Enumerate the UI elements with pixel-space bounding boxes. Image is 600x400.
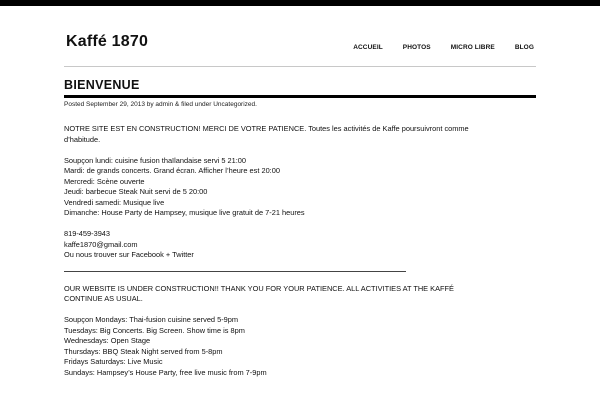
- post-content: [64, 124, 536, 378]
- french-schedule-item: Mercredi: Scène ouverte: [64, 176, 145, 186]
- english-intro-line-1: OUR WEBSITE IS UNDER CONSTRUCTION!! THANK YOU FOR YOUR PATIENCE. ALL ACTIVITIES AT THE KAFFÉ: [64, 283, 454, 293]
- english-schedule-item: Soupçon Mondays: Thai-fusion cuisine served 5-9pm: [64, 315, 239, 324]
- nav-item-micro-libre[interactable]: MICRO LIBRE: [450, 44, 495, 51]
- french-schedule-item: Jeudi: barbecue Steak Nuit servi de 5 20:00: [64, 187, 208, 196]
- title-divider: [64, 95, 536, 98]
- phone-number: 819-459-3943: [64, 229, 111, 238]
- french-schedule-item: Soupçon lundi: cuisine fusion thaïlandaise servi 5 21:00: [64, 155, 247, 165]
- nav-item-accueil[interactable]: ACCUEIL: [353, 44, 383, 51]
- site-title[interactable]: Kaffé 1870: [66, 33, 149, 50]
- header-divider: [64, 66, 536, 67]
- post-title[interactable]: BIENVENUE: [64, 78, 140, 92]
- french-schedule-item: Mardi: de grands concerts. Grand écran. Afficher l’heure est 20:00: [64, 166, 280, 175]
- email-link[interactable]: kaffe1870@gmail.com: [64, 239, 138, 249]
- english-intro-line-2: CONTINUE AS USUAL.: [64, 294, 143, 303]
- english-schedule-item: Fridays Saturdays: Live Music: [64, 357, 163, 366]
- french-schedule-item: Dimanche: House Party de Hampsey, musique live gratuit de 7-21 heures: [64, 208, 305, 217]
- top-bar: [0, 0, 600, 6]
- post-meta: Posted September 29, 2013 by admin & filed under Uncategorized.: [64, 101, 257, 108]
- english-schedule-item: Sundays: Hampsey’s House Party, free live music from 7-9pm: [64, 367, 267, 377]
- language-divider: [64, 271, 406, 272]
- nav-item-photos[interactable]: PHOTOS: [402, 44, 431, 51]
- english-schedule-item: Tuesdays: Big Concerts. Big Screen. Show time is 8pm: [64, 325, 245, 335]
- french-intro-line-1: NOTRE SITE EST EN CONSTRUCTION! MERCI DE VOTRE PATIENCE. Toutes les activités de Kaffe poursuivront comme: [64, 124, 469, 133]
- main-nav: [353, 44, 534, 51]
- french-schedule-item: Vendredi samedi: Musique live: [64, 197, 165, 207]
- nav-item-blog[interactable]: BLOG: [514, 44, 534, 51]
- french-intro-line-2: d’habitude.: [64, 134, 101, 144]
- english-schedule-item: Thursdays: BBQ Steak Night served from 5-8pm: [64, 346, 223, 356]
- social-text: Ou nous trouver sur Facebook + Twitter: [64, 250, 194, 259]
- english-schedule-item: Wednesdays: Open Stage: [64, 336, 151, 345]
